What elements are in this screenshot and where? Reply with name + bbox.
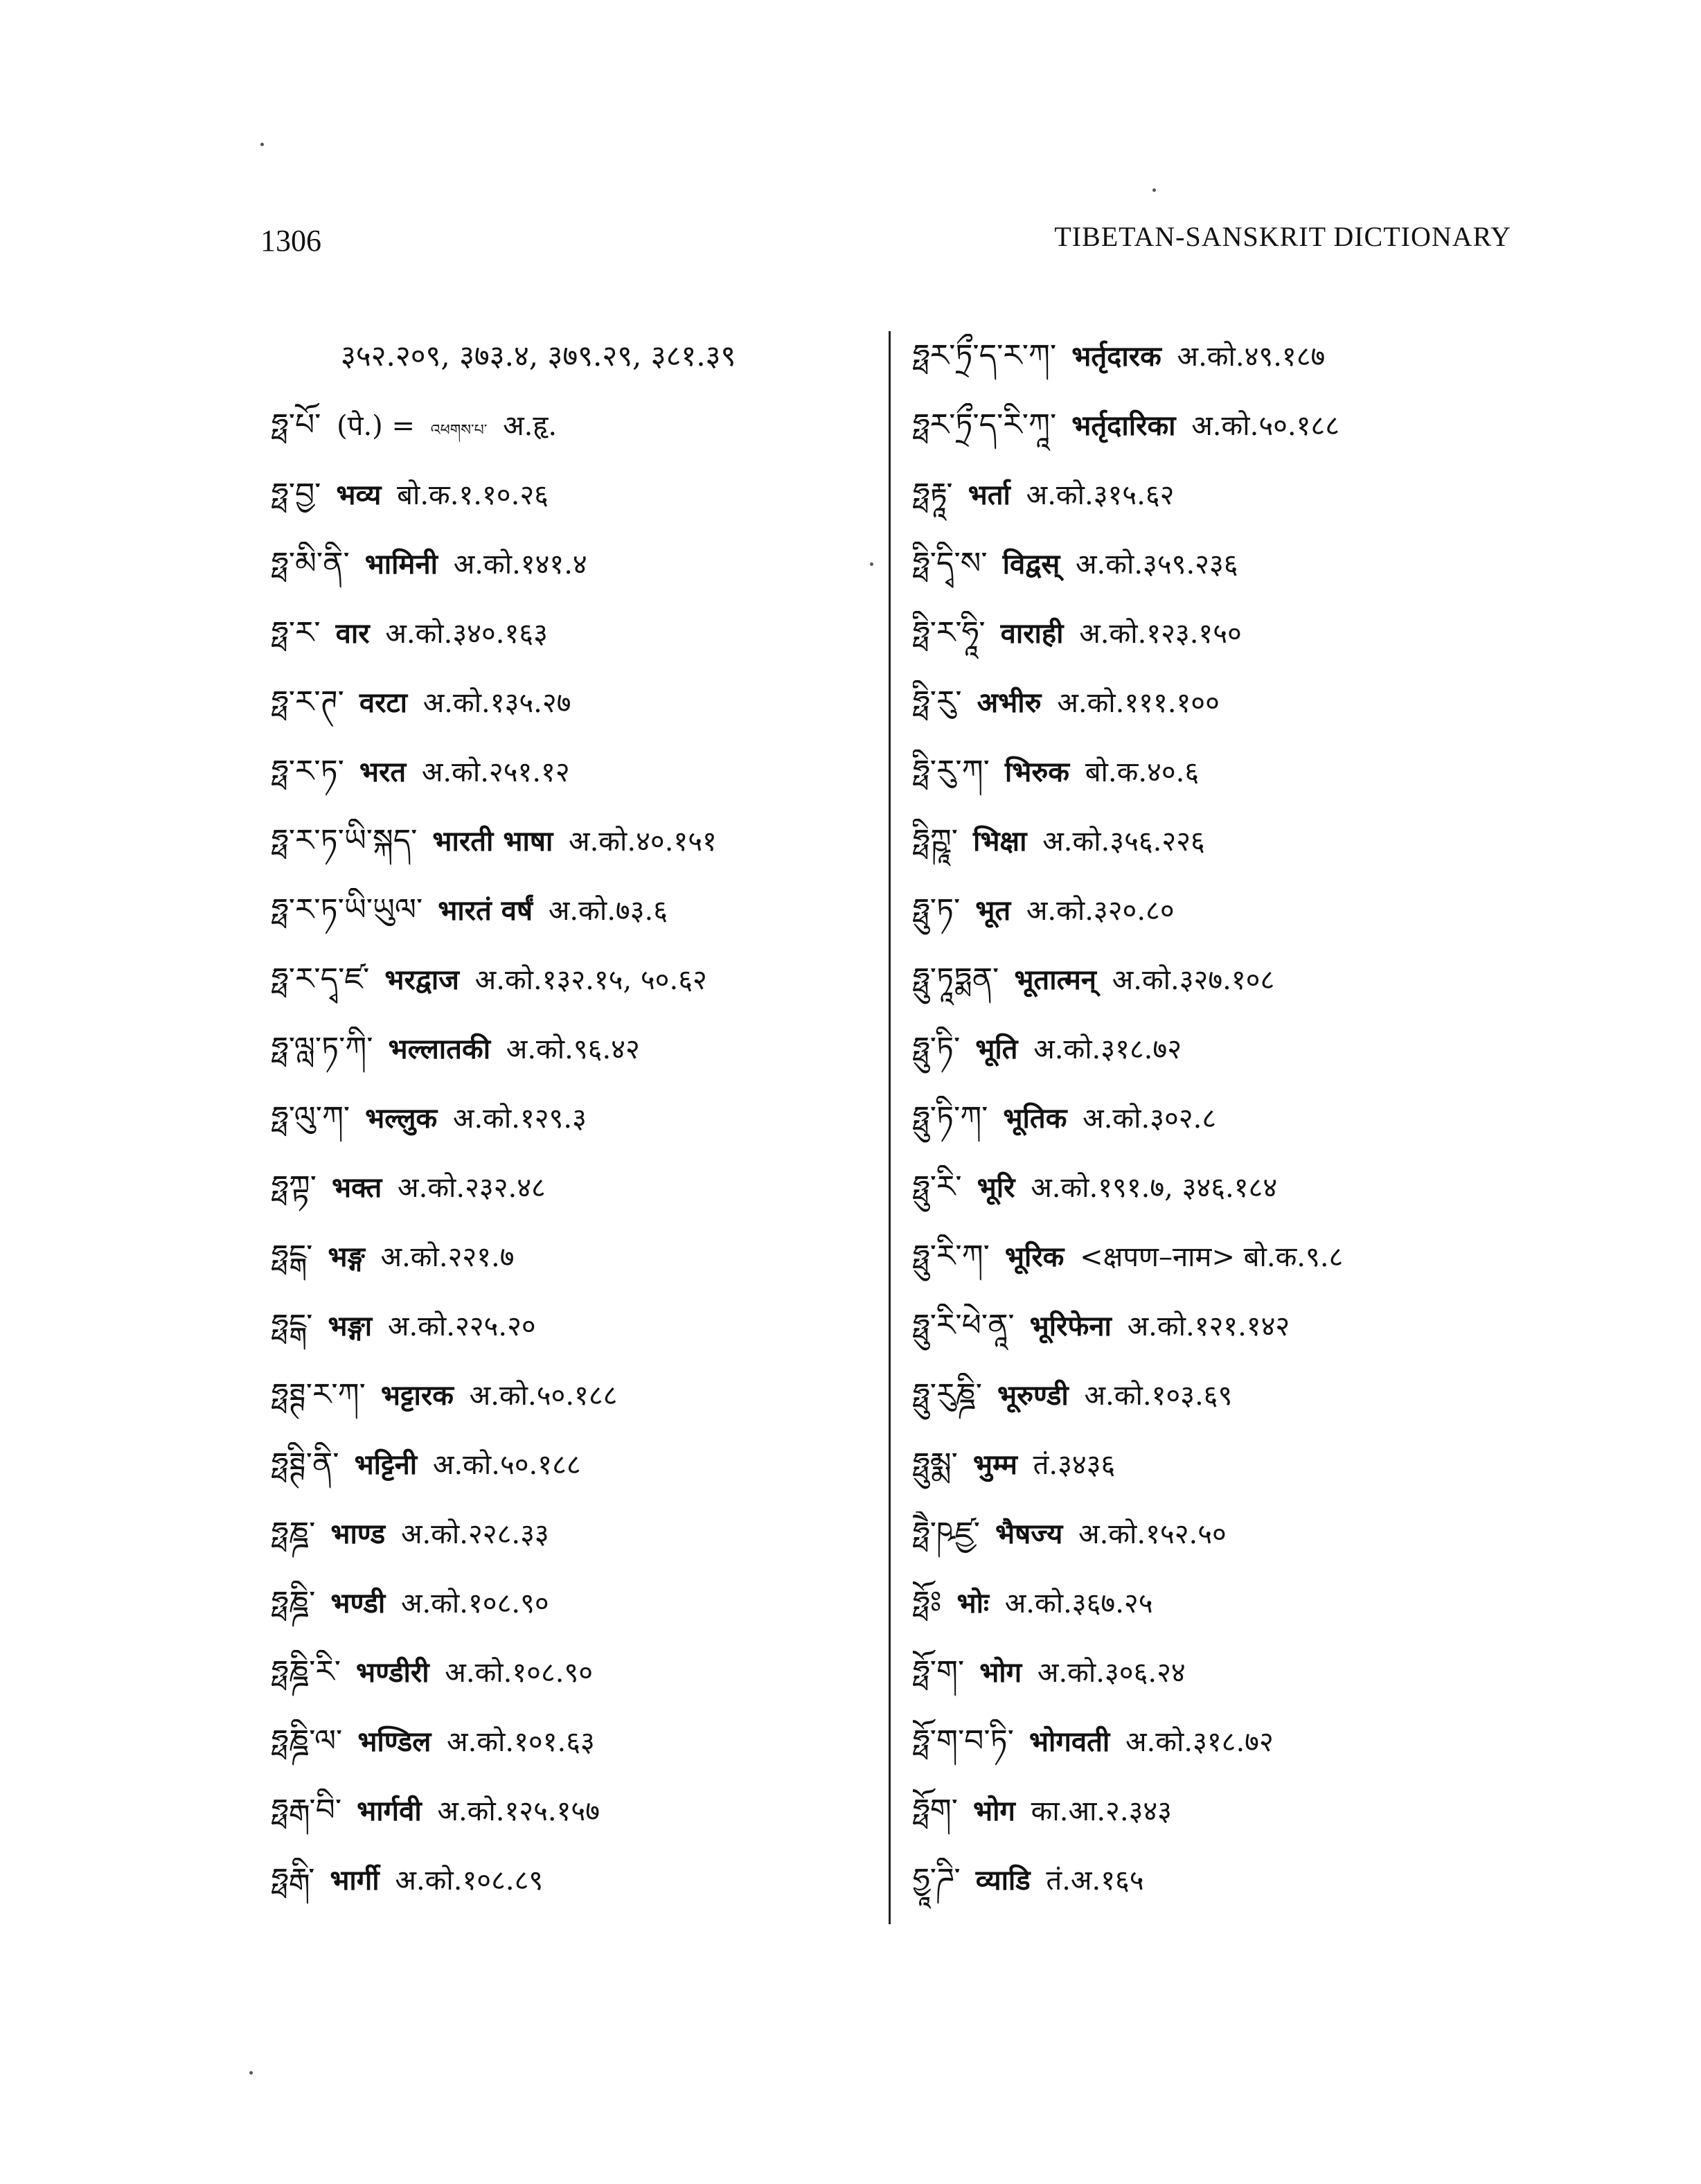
reference: <क्षपण–नाम> बो.क.९.८ xyxy=(1080,1241,1344,1273)
dictionary-entry xyxy=(271,1096,874,1165)
sanskrit-equivalent: भाण्ड xyxy=(330,1518,386,1550)
sanskrit-equivalent: भारती भाषा xyxy=(432,825,553,858)
tibetan-headword: ཧྥ་ར་ཊ་ xyxy=(271,684,344,720)
dictionary-entry xyxy=(271,542,874,611)
sanskrit-equivalent: भण्डिल xyxy=(357,1725,431,1758)
dictionary-entry xyxy=(913,472,1522,542)
sanskrit-equivalent: भरत xyxy=(359,756,407,788)
dictionary-entry xyxy=(913,1719,1522,1788)
sanskrit-equivalent: भण्डीरी xyxy=(355,1656,429,1689)
reference: अ.को.१०३.६९ xyxy=(1084,1380,1233,1412)
reference: अ.को.३५६.२२६ xyxy=(1042,826,1205,858)
sanskrit-equivalent: वाराही xyxy=(1000,617,1064,650)
dictionary-entry xyxy=(271,1027,874,1096)
dictionary-entry xyxy=(271,1581,874,1650)
tibetan-headword: ཧྥུ་ཏི་ xyxy=(913,1031,961,1066)
sanskrit-equivalent: भामिनी xyxy=(364,548,438,580)
sanskrit-equivalent: भोः xyxy=(956,1587,990,1619)
reference: अ.को.१२३.१५० xyxy=(1079,618,1242,650)
reference: अ.को.२२५.२० xyxy=(387,1311,536,1342)
sanskrit-equivalent: भूरिक xyxy=(1004,1241,1065,1273)
reference: अ.को.३१८.७२ xyxy=(1033,1033,1182,1065)
sanskrit-equivalent: भूतात्मन् xyxy=(1014,964,1096,996)
sanskrit-equivalent: विद्वस् xyxy=(1002,548,1060,580)
tibetan-headword: ཧྥོཿ xyxy=(913,1585,942,1620)
reference: अ.को.१०१.६३ xyxy=(447,1726,595,1758)
reference: बो.क.१.१०.२६ xyxy=(397,479,549,511)
sanskrit-equivalent: भार्गी xyxy=(330,1864,380,1897)
tibetan-headword: ཧྥི་དྭི་ས་ xyxy=(913,546,988,581)
tibetan-headword: ཧྥིཀྵཱ་ xyxy=(913,823,958,858)
sanskrit-equivalent: भिरुक xyxy=(1004,756,1069,788)
tibetan-headword: ཧྥུ་རུཎྜི་ xyxy=(913,1377,982,1412)
reference: अ.को.३२०.८० xyxy=(1026,895,1175,927)
tibetan-headword: ཧྥཻ་ཥཛྱ་ xyxy=(913,1516,980,1551)
dictionary-entry xyxy=(913,1442,1522,1511)
reference: अ.को.३६७.२५ xyxy=(1004,1588,1153,1619)
tibetan-headword: ཧྥཎྜི་རི་ xyxy=(271,1654,341,1689)
tibetan-headword: ཧྥུ་ཏཱཏྨན་ xyxy=(913,961,999,997)
reference: अ.को.३५९.२३६ xyxy=(1075,549,1238,580)
tibetan-headword: ཧྥཊྚ་ར་ཀ་ xyxy=(271,1377,366,1412)
sanskrit-equivalent: भूति xyxy=(975,1033,1018,1065)
running-head: TIBETAN-SANSKRIT DICTIONARY xyxy=(1054,221,1511,252)
sanskrit-equivalent: भूतिक xyxy=(1003,1102,1067,1135)
tibetan-note: འཕགས་པ་ xyxy=(430,422,488,439)
dictionary-entry xyxy=(271,1511,874,1581)
reference: अ.को.१०८.९० xyxy=(400,1588,549,1619)
left-column xyxy=(271,334,874,1927)
dictionary-entry xyxy=(913,334,1522,403)
sanskrit-equivalent: भङ्ग xyxy=(328,1241,365,1273)
tibetan-headword: ཧྥི་རུ་ཀ་ xyxy=(913,754,990,789)
reference: अ.को.१११.१०० xyxy=(1057,687,1220,719)
dictionary-entry xyxy=(913,1096,1522,1165)
sanskrit-equivalent: भारतं वर्षं xyxy=(438,894,533,927)
tibetan-headword: ཧྥརྒ་བི་ xyxy=(271,1793,342,1828)
sanskrit-equivalent: भुम्म xyxy=(972,1448,1017,1481)
page-number: 1306 xyxy=(260,224,321,258)
reference: अ.को.२३२.४८ xyxy=(398,1172,546,1204)
tibetan-headword: ཧྥ་བྱ་ xyxy=(271,477,321,512)
reference: अ.को.१०८.९० xyxy=(445,1657,594,1689)
reference: बो.क.४०.६ xyxy=(1085,756,1200,788)
tibetan-headword: ཧྥ་ར་ xyxy=(271,615,321,650)
scan-speck xyxy=(260,143,264,146)
sanskrit-equivalent: भूत xyxy=(975,894,1011,927)
reference: अ.को.१३५.२७ xyxy=(422,687,571,719)
sanskrit-equivalent: भिक्षा xyxy=(972,825,1027,858)
reference: तं.अ.१६५ xyxy=(1046,1865,1144,1897)
reference: अ.को.१०८.८९ xyxy=(395,1865,544,1897)
reference: अ.को.१९१.७, ३४६.१८४ xyxy=(1031,1172,1278,1204)
sanskrit-equivalent: अभीरु xyxy=(977,686,1042,719)
dictionary-entry xyxy=(913,542,1522,611)
reference: अ.को.२२१.७ xyxy=(380,1241,515,1273)
sanskrit-equivalent: भूरिफेना xyxy=(1029,1310,1112,1342)
tibetan-headword: ཧྥི་རུ་ xyxy=(913,684,962,720)
reference: अ.को.१३२.१५, ५०.६२ xyxy=(474,964,707,996)
tibetan-headword: ཧྥོག་ xyxy=(913,1793,958,1828)
sanskrit-equivalent: भोगवती xyxy=(1028,1725,1110,1758)
dictionary-entry xyxy=(271,1719,874,1788)
dictionary-entry xyxy=(271,1234,874,1304)
sanskrit-equivalent: भूरि xyxy=(977,1171,1015,1204)
dictionary-entry xyxy=(913,819,1522,888)
reference: तं.३४३६ xyxy=(1033,1449,1116,1481)
tibetan-headword: ཧྥཎྜ་ xyxy=(271,1516,316,1551)
dictionary-entry xyxy=(271,1650,874,1719)
tibetan-headword: ཧྥོ་ག་ xyxy=(913,1654,965,1689)
tibetan-headword: ཧྥཊྚི་ནི་ xyxy=(271,1446,339,1482)
reference: अ.को.५०.१८८ xyxy=(469,1380,618,1412)
continuation-line: ३५२.२०९, ३७३.४, ३७९.२९, ३८१.३९ xyxy=(341,339,736,373)
reference: अ.को.२२८.३३ xyxy=(400,1518,549,1550)
dictionary-entry xyxy=(913,611,1522,680)
tibetan-headword: ཧྥ་ར་ཏ་ xyxy=(271,754,344,789)
reference: अ.को.४९.१८७ xyxy=(1177,341,1326,373)
reference: का.आ.२.३४३ xyxy=(1031,1795,1172,1827)
tibetan-headword: ཧྥཀྟ་ xyxy=(271,1169,317,1205)
dictionary-entry xyxy=(913,403,1522,472)
dictionary-entry xyxy=(271,957,874,1027)
sanskrit-equivalent: भोग xyxy=(972,1795,1015,1827)
reference: अ.हृ. xyxy=(503,410,558,442)
tibetan-headword: ཧྥར་ཏྲྀ་ད་རི་ཀཱ་ xyxy=(913,407,1057,443)
reference: अ.को.३२७.१०८ xyxy=(1112,964,1275,996)
tibetan-headword: ཧྥུ་རི་ཀ་ xyxy=(913,1239,990,1274)
tibetan-headword: ཧྥུ་ཏ་ xyxy=(913,892,961,927)
tibetan-headword: ཧྥ་ར་ཏ་ཡི་སྐད་ xyxy=(271,823,418,858)
dictionary-entry xyxy=(271,403,874,472)
tibetan-headword: ཧྥུམྨ་ xyxy=(913,1446,958,1482)
reference: अ.को.१२९.३ xyxy=(452,1103,587,1135)
sanskrit-equivalent: भर्तृदारक xyxy=(1071,340,1161,373)
tibetan-headword: ཧྥོ་ག་བ་ཏི་ xyxy=(913,1723,1014,1759)
dictionary-entry xyxy=(913,749,1522,819)
sanskrit-equivalent: (पे.) = xyxy=(337,410,416,442)
reference: अ.को.३०२.८ xyxy=(1083,1103,1217,1135)
sanskrit-equivalent: भव्य xyxy=(336,479,382,511)
sanskrit-equivalent: भक्त xyxy=(331,1171,382,1204)
dictionary-entry xyxy=(913,1027,1522,1096)
sanskrit-equivalent: भल्लातकी xyxy=(388,1033,491,1065)
reference: अ.को.१२५.१५७ xyxy=(437,1795,600,1827)
tibetan-headword: ཧྥར་ཏྲྀ་ད་ར་ཀ་ xyxy=(913,338,1057,373)
reference: अ.को.१२१.१४२ xyxy=(1127,1311,1290,1342)
tibetan-headword: ཧྥ་ལུ་ཀ་ xyxy=(271,1100,350,1135)
scan-speck xyxy=(249,2071,253,2075)
sanskrit-equivalent: व्याडि xyxy=(975,1864,1031,1897)
dictionary-entry xyxy=(271,1788,874,1858)
tibetan-headword: ཧྥ་ལླ་ཏ་ཀི་ xyxy=(271,1031,373,1066)
sanskrit-equivalent: भैषज्य xyxy=(995,1518,1063,1550)
sanskrit-equivalent: वार xyxy=(335,617,370,650)
reference: अ.को.७३.६ xyxy=(548,895,668,927)
sanskrit-equivalent: भर्तृदारिका xyxy=(1071,409,1176,442)
tibetan-headword: ཧྱཱ་ཌི་ xyxy=(913,1862,961,1897)
dictionary-entry xyxy=(271,611,874,680)
tibetan-headword: ཧྥུ་རི་ཕེ་ནཱ་ xyxy=(913,1308,1015,1343)
dictionary-entry xyxy=(271,1442,874,1511)
dictionary-entry xyxy=(913,1511,1522,1581)
dictionary-entry xyxy=(913,1788,1522,1858)
sanskrit-equivalent: भङ्गा xyxy=(328,1310,373,1342)
dictionary-entry xyxy=(271,1858,874,1927)
sanskrit-equivalent: भट्टारक xyxy=(380,1379,454,1412)
dictionary-entry xyxy=(913,1581,1522,1650)
reference: अ.को.४०.१५१ xyxy=(569,826,717,858)
dictionary-entry xyxy=(271,888,874,957)
dictionary-entry xyxy=(913,1373,1522,1442)
reference: अ.को.९६.४२ xyxy=(506,1033,640,1065)
sanskrit-equivalent: वरटा xyxy=(359,686,407,719)
sanskrit-equivalent: भल्लुक xyxy=(365,1102,438,1135)
tibetan-headword: ཧྥ་མི་ནི་ xyxy=(271,546,350,581)
dictionary-entry xyxy=(271,1373,874,1442)
dictionary-entry xyxy=(271,680,874,749)
reference: अ.को.३१८.७२ xyxy=(1125,1726,1274,1758)
sanskrit-equivalent: भण्डी xyxy=(330,1587,386,1619)
dictionary-entry xyxy=(913,1650,1522,1719)
dictionary-entry xyxy=(913,957,1522,1027)
reference: अ.को.३४०.१६३ xyxy=(385,618,548,650)
reference: अ.को.५०.१८८ xyxy=(1191,410,1340,442)
sanskrit-equivalent: भूरुण्डी xyxy=(997,1379,1069,1412)
tibetan-headword: ཧྥུ་རི་ xyxy=(913,1169,962,1205)
reference: अ.को.१५२.५० xyxy=(1078,1518,1227,1550)
tibetan-headword: ཧྥངྒ་ xyxy=(271,1308,313,1343)
reference: अ.को.२५१.१२ xyxy=(421,756,570,788)
dictionary-entry xyxy=(913,1165,1522,1234)
dictionary-entry xyxy=(271,749,874,819)
dictionary-entry xyxy=(271,819,874,888)
tibetan-headword: ཧྥ་ར་དྭ་ཛ་ xyxy=(271,961,370,997)
tibetan-headword: ཧྥངྒ་ xyxy=(271,1239,313,1274)
tibetan-headword: ཧྥི་ར་ཧཱི་ xyxy=(913,615,986,650)
scan-speck xyxy=(870,562,873,566)
dictionary-entry xyxy=(271,472,874,542)
tibetan-headword: ཧྥཎྜི་ xyxy=(271,1585,316,1620)
sanskrit-equivalent: भर्ता xyxy=(968,479,1010,511)
column-divider xyxy=(889,331,891,1924)
tibetan-headword: ཧྥུ་ཏི་ཀ་ xyxy=(913,1100,988,1135)
scan-speck xyxy=(1152,188,1156,192)
dictionary-entry xyxy=(913,1858,1522,1927)
tibetan-headword: ཧྥརྒི་ xyxy=(271,1862,315,1897)
dictionary-entry xyxy=(271,1165,874,1234)
sanskrit-equivalent: भोग xyxy=(979,1656,1022,1689)
reference: अ.को.३१५.६२ xyxy=(1026,479,1175,511)
reference: अ.को.३०६.२४ xyxy=(1037,1657,1186,1689)
dictionary-entry xyxy=(913,1304,1522,1373)
tibetan-headword: ཧྥ་པོ་ xyxy=(271,407,321,443)
reference: अ.को.५०.१८८ xyxy=(432,1449,581,1481)
dictionary-entry xyxy=(913,888,1522,957)
sanskrit-equivalent: भरद्वाज xyxy=(384,964,459,996)
tibetan-headword: ཧྥཎྜི་ལ་ xyxy=(271,1723,343,1759)
right-column xyxy=(913,334,1522,1927)
sanskrit-equivalent: भार्गवी xyxy=(357,1795,422,1827)
dictionary-entry xyxy=(913,680,1522,749)
tibetan-headword: ཧྥ་ར་ཏ་ཡི་ཡུལ་ xyxy=(271,892,423,927)
dictionary-entry xyxy=(913,1234,1522,1304)
tibetan-headword: ཧྥརྟཱ་ xyxy=(913,477,953,512)
reference: अ.को.१४१.४ xyxy=(453,549,587,580)
dictionary-entry xyxy=(271,1304,874,1373)
sanskrit-equivalent: भट्टिनी xyxy=(354,1448,418,1481)
